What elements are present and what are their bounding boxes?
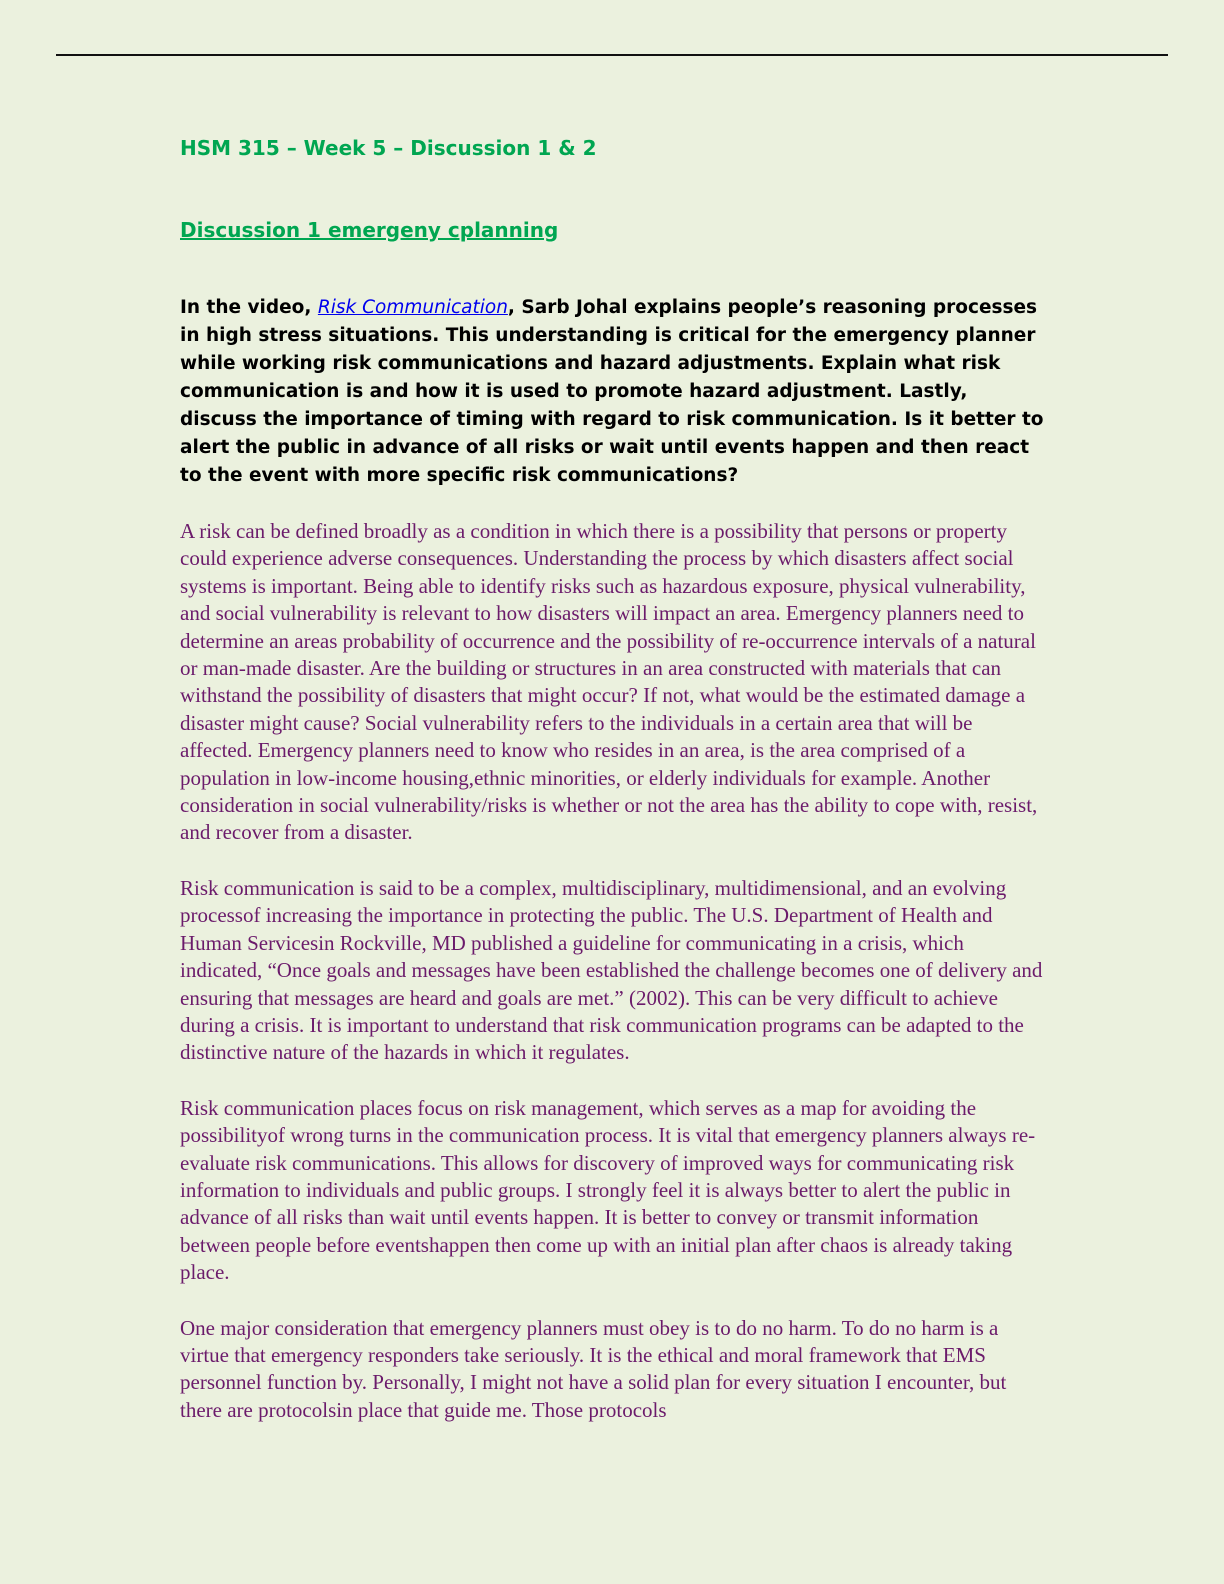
document-body [180,128,1050,1424]
section-heading: Discussion 1 emergeny cplanning [180,218,559,242]
prompt-text: , Sarb Johal explains people’s reasoning processes in high stress situations. This understanding is critical for the emergency planner while working risk communications and hazard adjustments. Explain what risk communication is and how it is used to promote hazard adjustment. Lastly, discuss the importance of timing with regard to risk communication. Is it better to alert the public in advance of all risks or wait until events happen and then react to the event with more specific risk communications? [180,297,1044,486]
document-title: HSM 315 – Week 5 – Discussion 1 & 2 [180,136,597,160]
answer-paragraph-2: Risk communication is said to be a complex, multidisciplinary, multidimensional, and an evolving processof increasing the importance in protecting the public. The U.S. Department of Health and Human Servicesin Rockville, MD published a guideline for communicating in a crisis, which indicated, “Once goals and messages have been established the challenge becomes one of delivery and ensuring that messages are heard and goals are met.” (2002). This can be very difficult to achieve during a crisis. It is important to understand that risk communication programs can be adapted to the distinctive nature of the hazards in which it regulates. [180,875,1043,1065]
prompt-intro: In the video, [180,297,318,318]
answer-paragraph-1: A risk can be defined broadly as a condition in which there is a possibility that persons or property could experience adverse consequences. Understanding the process by which disasters affect social systems is important. Being able to identify risks such as hazardous exposure, physical vulnerability, and social vulnerability is relevant to how disasters will impact an area. Emergency planners need to determine an areas probability of occurrence and the possibility of re-occurrence intervals of a natural or man-made disaster. Are the building or structures in an area constructed with materials that can withstand the possibility of disasters that might occur? If not, what would be the estimated damage a disaster might cause? Social vulnerability refers to the individuals in a certain area that will be affected. Emergency planners need to know who resides in an area, is the area comprised of a population in low-income housing,ethnic minorities, or elderly individuals for example. Another consideration in social vulnerability/risks is whether or not the area has the ability to cope with, resist, and recover from a disaster. [180,519,1038,845]
discussion-prompt [180,294,1050,490]
header-rule [56,54,1168,56]
answer-paragraph-3: Risk communication places focus on risk management, which serves as a map for avoiding the possibilityof wrong turns in the communication process. It is vital that emergency planners always re-evaluate risk communications. This allows for discovery of improved ways for communicating risk information to individuals and public groups. I strongly feel it is always better to alert the public in advance of all risks than wait until events happen. It is better to convey or transmit information between people before eventshappen then come up with an initial plan after chaos is already taking place. [180,1095,1036,1285]
risk-communication-link[interactable]: Risk Communication [317,297,508,318]
answer-paragraph-4: One major consideration that emergency planners must obey is to do no harm. To do no harm is a virtue that emergency responders take seriously. It is the ethical and moral framework that EMS personnel function by. Personally, I might not have a solid plan for every situation I encounter, but there are protocolsin place that guide me. Those protocols [180,1315,1007,1422]
